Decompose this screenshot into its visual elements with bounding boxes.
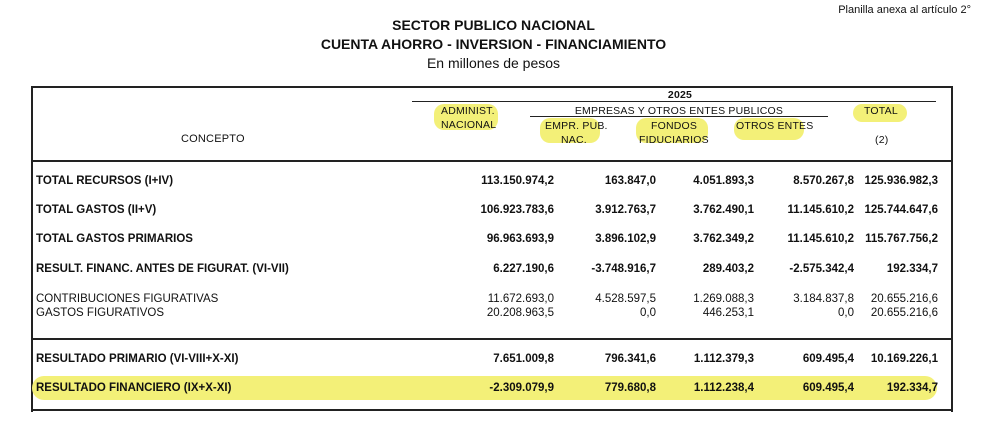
cell-admin: -2.309.079,9 [489, 382, 554, 394]
cell-empr: 163.847,0 [604, 175, 656, 187]
cell-admin: 11.672.693,0 [487, 293, 554, 305]
cell-admin: 7.651.009,8 [493, 353, 554, 365]
table-row [34, 204, 938, 220]
report-subtitle: CUENTA AHORRO - INVERSION - FINANCIAMIENTO [320, 36, 667, 52]
table-row [34, 263, 938, 279]
cell-fondos: 1.269.088,3 [693, 293, 754, 305]
header-empr-line1: EMPR. PUB. [545, 120, 608, 132]
cell-otros: 11.145.610,2 [787, 204, 854, 216]
cell-fondos: 3.762.490,1 [693, 204, 754, 216]
row-label: CONTRIBUCIONES FIGURATIVAS [36, 293, 219, 305]
cell-total: 115.767.756,2 [865, 233, 938, 245]
cell-admin: 106.923.783,6 [480, 204, 554, 216]
cell-fondos: 3.762.349,2 [693, 233, 754, 245]
cell-fondos: 289.403,2 [702, 263, 754, 275]
cell-otros: 0,0 [838, 307, 854, 319]
cell-empr: 796.341,6 [604, 353, 656, 365]
row-label: RESULT. FINANC. ANTES DE FIGURAT. (VI-VII) [36, 263, 289, 275]
cell-admin: 113.150.974,2 [481, 175, 554, 187]
cell-otros: 609.495,4 [802, 382, 854, 394]
header-concept: CONCEPTO [181, 133, 245, 145]
row-label: RESULTADO PRIMARIO (VI-VIII+X-XI) [36, 353, 239, 365]
header-year: 2025 [667, 89, 693, 101]
header-admin-line2: NACIONAL [441, 119, 497, 131]
table-row [34, 382, 938, 398]
cell-fondos: 1.112.238,4 [693, 382, 754, 394]
row-label: TOTAL GASTOS (II+V) [36, 204, 157, 216]
cell-total: 125.936.982,3 [864, 175, 938, 187]
report-title: SECTOR PUBLICO NACIONAL [392, 17, 595, 33]
cell-total: 20.655.216,6 [870, 293, 938, 305]
cell-fondos: 1.112.379,3 [693, 353, 754, 365]
annex-note: Planilla anexa al artículo 2° [838, 4, 971, 16]
row-label: GASTOS FIGURATIVOS [36, 307, 165, 319]
header-admin-line1: ADMINIST. [441, 105, 495, 117]
table-row [34, 353, 938, 369]
cell-admin: 6.227.190,6 [493, 263, 554, 275]
cell-empr: -3.748.916,7 [591, 263, 656, 275]
header-total: TOTAL [864, 105, 898, 117]
header-fondos-line2: FIDUCIARIOS [639, 134, 709, 146]
header-separator [31, 160, 953, 162]
cell-total: 192.334,7 [886, 263, 938, 275]
table-row [34, 175, 938, 191]
cell-otros: 8.570.267,8 [793, 175, 854, 187]
results-separator [31, 338, 953, 340]
cell-admin: 20.208.963,5 [486, 307, 554, 319]
header-otros: OTROS ENTES [736, 120, 814, 132]
table-row [34, 307, 938, 323]
cell-otros: -2.575.342,4 [789, 263, 854, 275]
cell-total: 20.655.216,6 [870, 307, 938, 319]
cell-otros: 609.495,4 [802, 353, 854, 365]
cell-admin: 96.963.693,9 [486, 233, 554, 245]
cell-total: 192.334,7 [886, 382, 938, 394]
cell-empr: 0,0 [640, 307, 656, 319]
header-fondos-line1: FONDOS [651, 120, 698, 132]
cell-fondos: 4.051.893,3 [693, 175, 754, 187]
header-group: EMPRESAS Y OTROS ENTES PUBLICOS [574, 105, 784, 117]
report-units: En millones de pesos [426, 55, 561, 71]
cell-fondos: 446.253,1 [702, 307, 754, 319]
cell-otros: 11.145.610,2 [787, 233, 854, 245]
cell-total: 125.744.647,6 [864, 204, 938, 216]
header-total-note: (2) [875, 134, 889, 146]
row-label: RESULTADO FINANCIERO (IX+X-XI) [36, 382, 232, 394]
table-row [34, 233, 938, 249]
cell-empr: 4.528.597,5 [595, 293, 656, 305]
table-bottom-rule [31, 409, 953, 411]
row-label: TOTAL GASTOS PRIMARIOS [36, 233, 193, 245]
cell-empr: 3.912.763,7 [595, 204, 656, 216]
year-rule [412, 101, 936, 102]
cell-empr: 3.896.102,9 [595, 233, 656, 245]
row-label: TOTAL RECURSOS (I+IV) [36, 175, 174, 187]
header-empr-line2: NAC. [561, 134, 587, 146]
cell-total: 10.169.226,1 [870, 353, 938, 365]
cell-otros: 3.184.837,8 [793, 293, 854, 305]
cell-empr: 779.680,8 [604, 382, 656, 394]
